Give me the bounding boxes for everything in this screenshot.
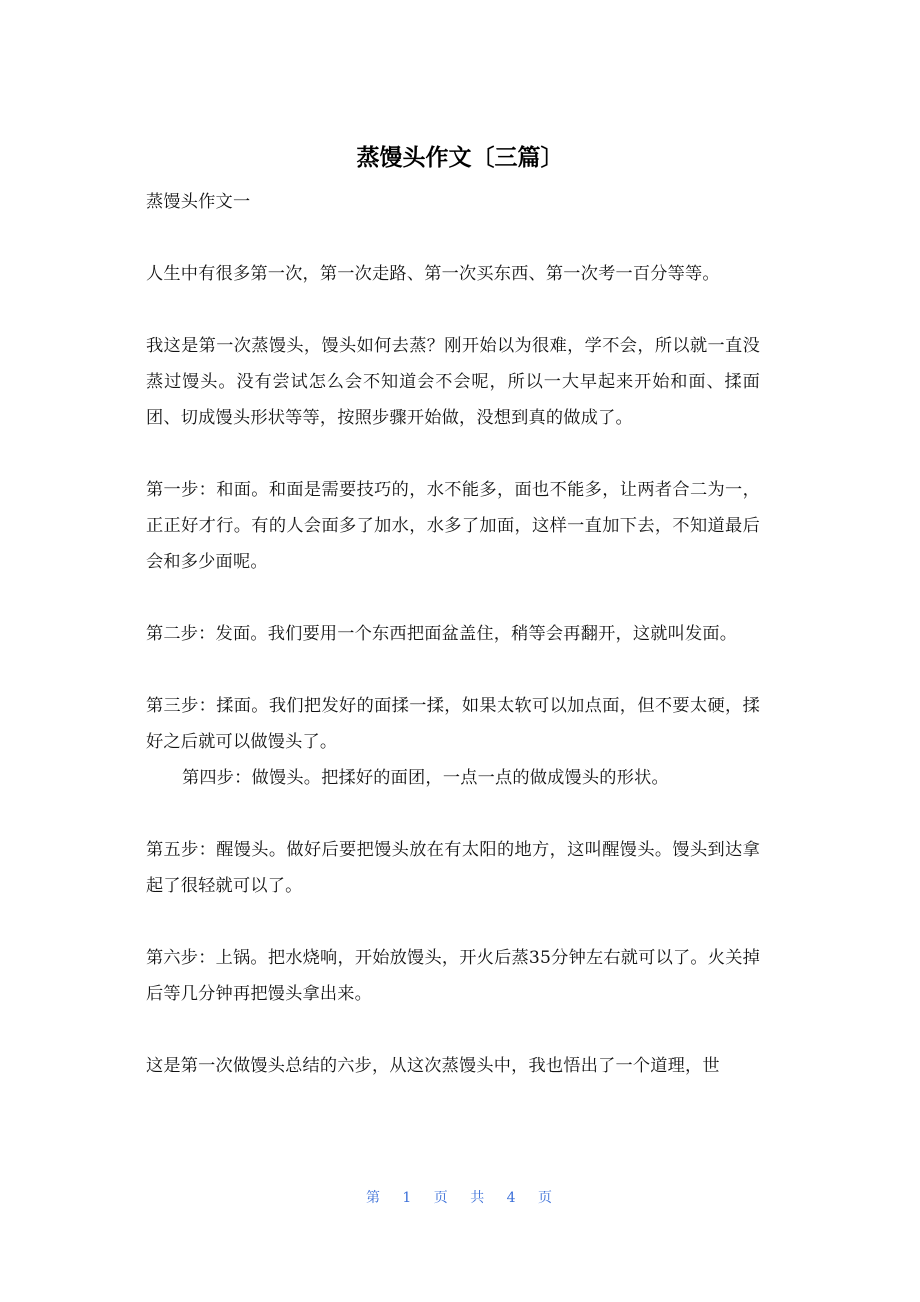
paragraph: 我这是第一次蒸馒头，馒头如何去蒸？刚开始以为很难，学不会，所以就一直没蒸过馒头。没有尝试怎么会不知道会不会呢，所以一大早起来开始和面、揉面团、切成馒头形状等等，按照步骤开始做，没想到真的做成了。 <box>146 336 760 428</box>
paragraph: 这是第一次做馒头总结的六步，从这次蒸馒头中，我也悟出了一个道理，世 <box>146 1056 720 1076</box>
paragraph: 第三步：揉面。我们把发好的面揉一揉，如果太软可以加点面，但不要太硬，揉好之后就可以做馒头了。 <box>146 696 760 752</box>
paragraph: 第一步：和面。和面是需要技巧的，水不能多，面也不能多，让两者合二为一，正正好才行。有的人会面多了加水，水多了加面，这样一直加下去，不知道最后会和多少面呢。 <box>146 480 760 572</box>
document-body <box>146 184 760 1084</box>
paragraph: 第四步：做馒头。把揉好的面团，一点一点的做成馒头的形状。 <box>182 768 669 788</box>
section-subtitle: 蒸馒头作文一 <box>146 192 251 212</box>
paragraph: 第二步：发面。我们要用一个东西把面盆盖住，稍等会再翻开，这就叫发面。 <box>146 624 738 644</box>
paragraph: 第五步：醒馒头。做好后要把馒头放在有太阳的地方，这叫醒馒头。馒头到达拿起了很轻就可以了。 <box>146 840 760 896</box>
paragraph: 第六步：上锅。把水烧响，开始放馒头，开火后蒸35分钟左右就可以了。火关掉后等几分钟再把馒头拿出来。 <box>146 948 760 1004</box>
page-title: 蒸馒头作文〔三篇〕 <box>356 145 564 171</box>
paragraph: 人生中有很多第一次，第一次走路、第一次买东西、第一次考一百分等等。 <box>146 264 720 284</box>
page-number-footer: 第 1 页 共 4 页 <box>365 1190 555 1206</box>
